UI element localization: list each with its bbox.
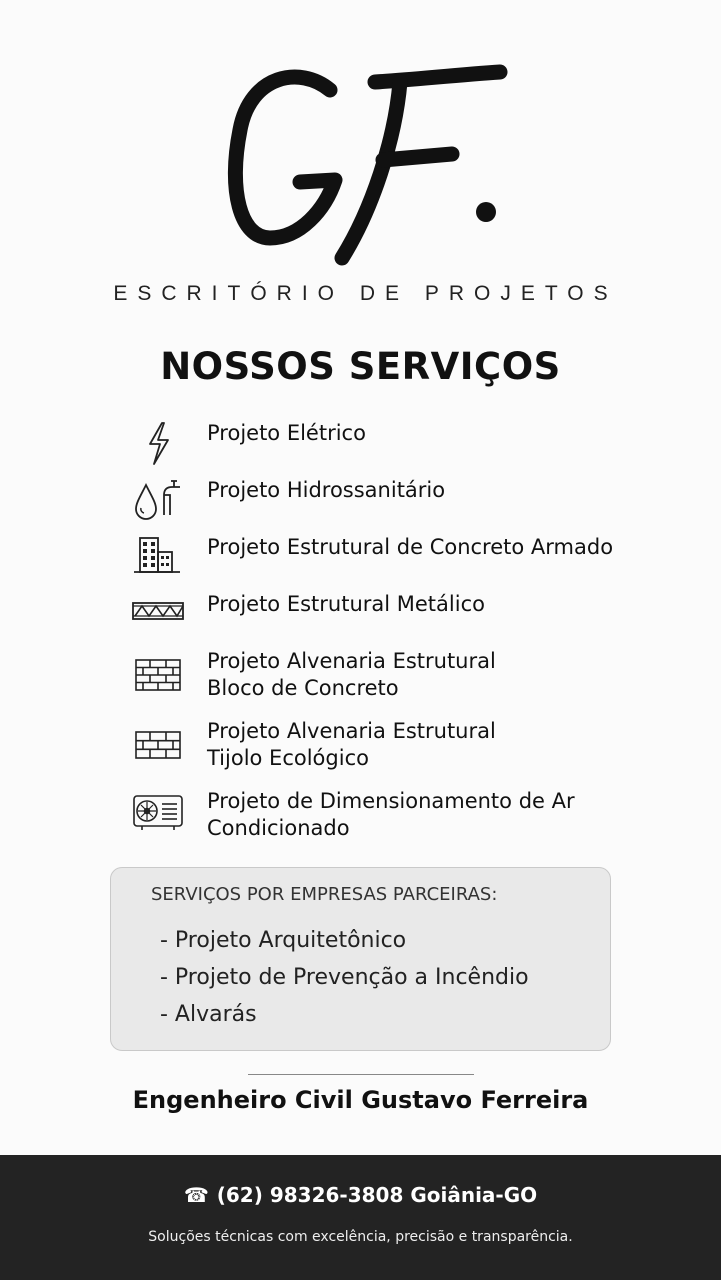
service-label-line-2: Tijolo Ecológico (207, 746, 369, 770)
contact-line (0, 1183, 721, 1207)
service-item-ar-condicionado (130, 789, 710, 854)
divider (248, 1074, 474, 1075)
partner-item: - Projeto Arquitetônico (160, 928, 407, 953)
service-item-eletrico (130, 420, 710, 480)
service-label: Projeto Hidrossanitário (207, 478, 446, 502)
partner-services-title: SERVIÇOS POR EMPRESAS PARCEIRAS: (151, 884, 498, 905)
service-item-bloco-concreto (130, 649, 710, 714)
lightning-icon (130, 420, 186, 468)
steel-truss-icon (130, 591, 186, 639)
service-label: Projeto Elétrico (207, 421, 366, 445)
concrete-block-wall-icon (130, 654, 186, 702)
service-item-concreto-armado (130, 534, 710, 594)
tagline: ESCRITÓRIO DE PROJETOS (113, 282, 618, 305)
air-conditioner-icon (130, 794, 186, 842)
service-label-line-2: Condicionado (207, 816, 350, 840)
service-label (207, 788, 575, 842)
footer (0, 1155, 721, 1280)
brand-logo (0, 60, 721, 270)
contact-text[interactable]: (62) 98326-3808 Goiânia-GO (216, 1183, 538, 1207)
slogan: Soluções técnicas com excelência, precisão e transparência. (148, 1229, 573, 1245)
partner-item: - Projeto de Prevenção a Incêndio (160, 965, 529, 990)
service-item-metalico (130, 591, 710, 651)
service-item-tijolo-ecologico (130, 719, 710, 784)
services-title: NOSSOS SERVIÇOS (160, 345, 561, 388)
service-label-line-1: Projeto Alvenaria Estrutural (207, 719, 496, 743)
brick-wall-icon (130, 724, 186, 772)
partner-item: - Alvarás (160, 1002, 257, 1027)
service-label: Projeto Estrutural de Concreto Armado (207, 535, 614, 559)
service-label-line-1: Projeto Alvenaria Estrutural (207, 649, 496, 673)
partner-services-box (110, 867, 611, 1051)
service-item-hidrossanitario (130, 477, 710, 537)
service-label (207, 648, 496, 702)
engineer-name: Engenheiro Civil Gustavo Ferreira (132, 1086, 589, 1114)
service-label: Projeto Estrutural Metálico (207, 592, 485, 616)
service-label-line-1: Projeto de Dimensionamento de Ar (207, 789, 575, 813)
gf-logo-graphic (0, 60, 721, 270)
phone-icon: ☎ (183, 1183, 209, 1207)
building-icon (130, 534, 186, 582)
service-label-line-2: Bloco de Concreto (207, 676, 399, 700)
service-label (207, 718, 496, 772)
water-drop-faucet-icon (130, 477, 186, 525)
